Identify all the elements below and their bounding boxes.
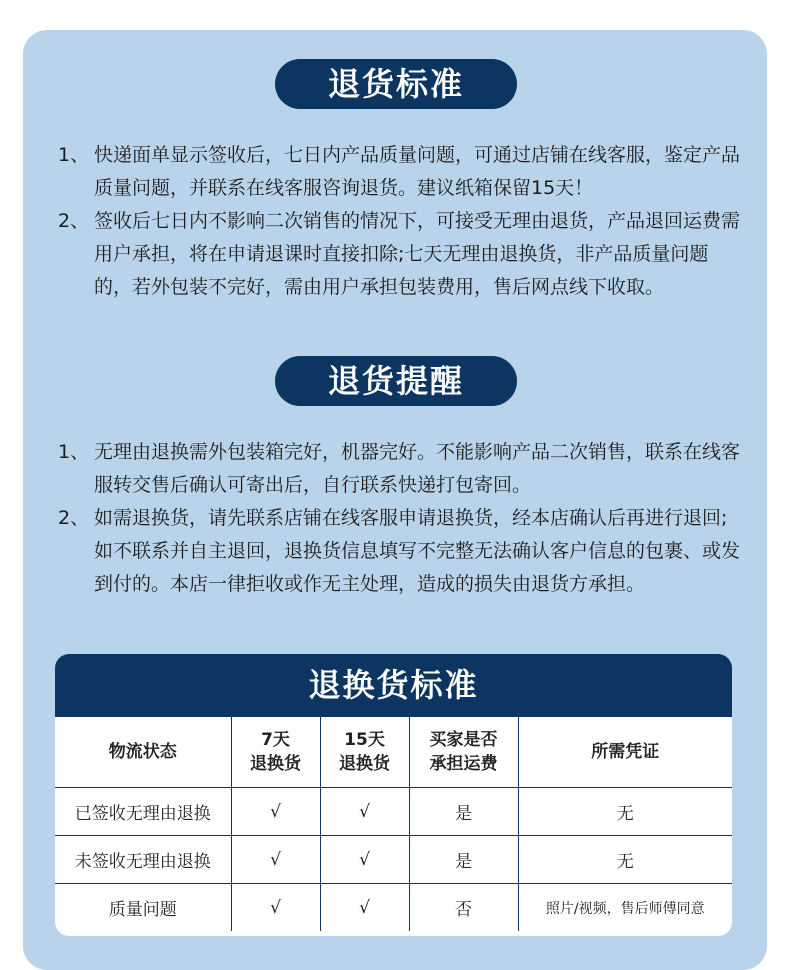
cell-proof: 无: [518, 836, 732, 884]
cell-15day: √: [320, 788, 409, 836]
cell-15day: √: [320, 884, 409, 932]
cell-status: 已签收无理由退换: [55, 788, 231, 836]
cell-proof: 无: [518, 788, 732, 836]
exchange-standard-table: [55, 717, 732, 931]
return-reminder-text: [58, 436, 742, 601]
cell-status: 未签收无理由退换: [55, 836, 231, 884]
return-standard-text: [58, 139, 742, 304]
item-text: 快递面单显示签收后，七日内产品质量问题，可通过店铺在线客服，鉴定产品质量问题，并联系在线客服咨询退货。建议纸箱保留15天！: [94, 144, 741, 199]
header-logistics-status: 物流状态: [55, 717, 231, 788]
header-7day: 7天 退换货: [231, 717, 320, 788]
table-header-row: [55, 717, 732, 788]
cell-freight: 是: [409, 788, 518, 836]
table-row: [55, 836, 732, 884]
exchange-standard-table-card: [55, 654, 732, 936]
item-text: 如需退换货，请先联系店铺在线客服申请退换货，经本店确认后再进行退回;如不联系并自主退回，退换货信息填写不完整无法确认客户信息的包裹、或发到付的。本店一律拒收或作无主处理，造成的损失由退货方承担。: [94, 507, 741, 595]
section-title-return-standard: 退货标准: [275, 59, 517, 109]
cell-freight: 是: [409, 836, 518, 884]
table-row: [55, 788, 732, 836]
item-number: 1、: [58, 441, 90, 463]
cell-15day: √: [320, 836, 409, 884]
list-item: [58, 205, 742, 304]
header-proof: 所需凭证: [518, 717, 732, 788]
section-title-return-reminder: 退货提醒: [275, 356, 517, 406]
item-number: 2、: [58, 507, 90, 529]
cell-freight: 否: [409, 884, 518, 932]
cell-proof: 照片/视频，售后师傅同意: [518, 884, 732, 932]
item-number: 1、: [58, 144, 90, 166]
cell-7day: √: [231, 884, 320, 932]
table-row: [55, 884, 732, 932]
table-title: 退换货标准: [55, 654, 732, 717]
list-item: [58, 436, 742, 502]
item-text: 无理由退换需外包装箱完好，机器完好。不能影响产品二次销售，联系在线客服转交售后确认可寄出后，自行联系快递打包寄回。: [94, 441, 741, 496]
item-text: 签收后七日内不影响二次销售的情况下，可接受无理由退货，产品退回运费需用户承担，将在申请退课时直接扣除;七天无理由退换货，非产品质量问题的，若外包装不完好，需由用户承担包装费用，售后网点线下收取。: [94, 210, 741, 298]
header-15day: 15天 退换货: [320, 717, 409, 788]
header-freight: 买家是否 承担运费: [409, 717, 518, 788]
cell-status: 质量问题: [55, 884, 231, 932]
cell-7day: √: [231, 788, 320, 836]
item-number: 2、: [58, 210, 90, 232]
cell-7day: √: [231, 836, 320, 884]
list-item: [58, 139, 742, 205]
list-item: [58, 502, 742, 601]
